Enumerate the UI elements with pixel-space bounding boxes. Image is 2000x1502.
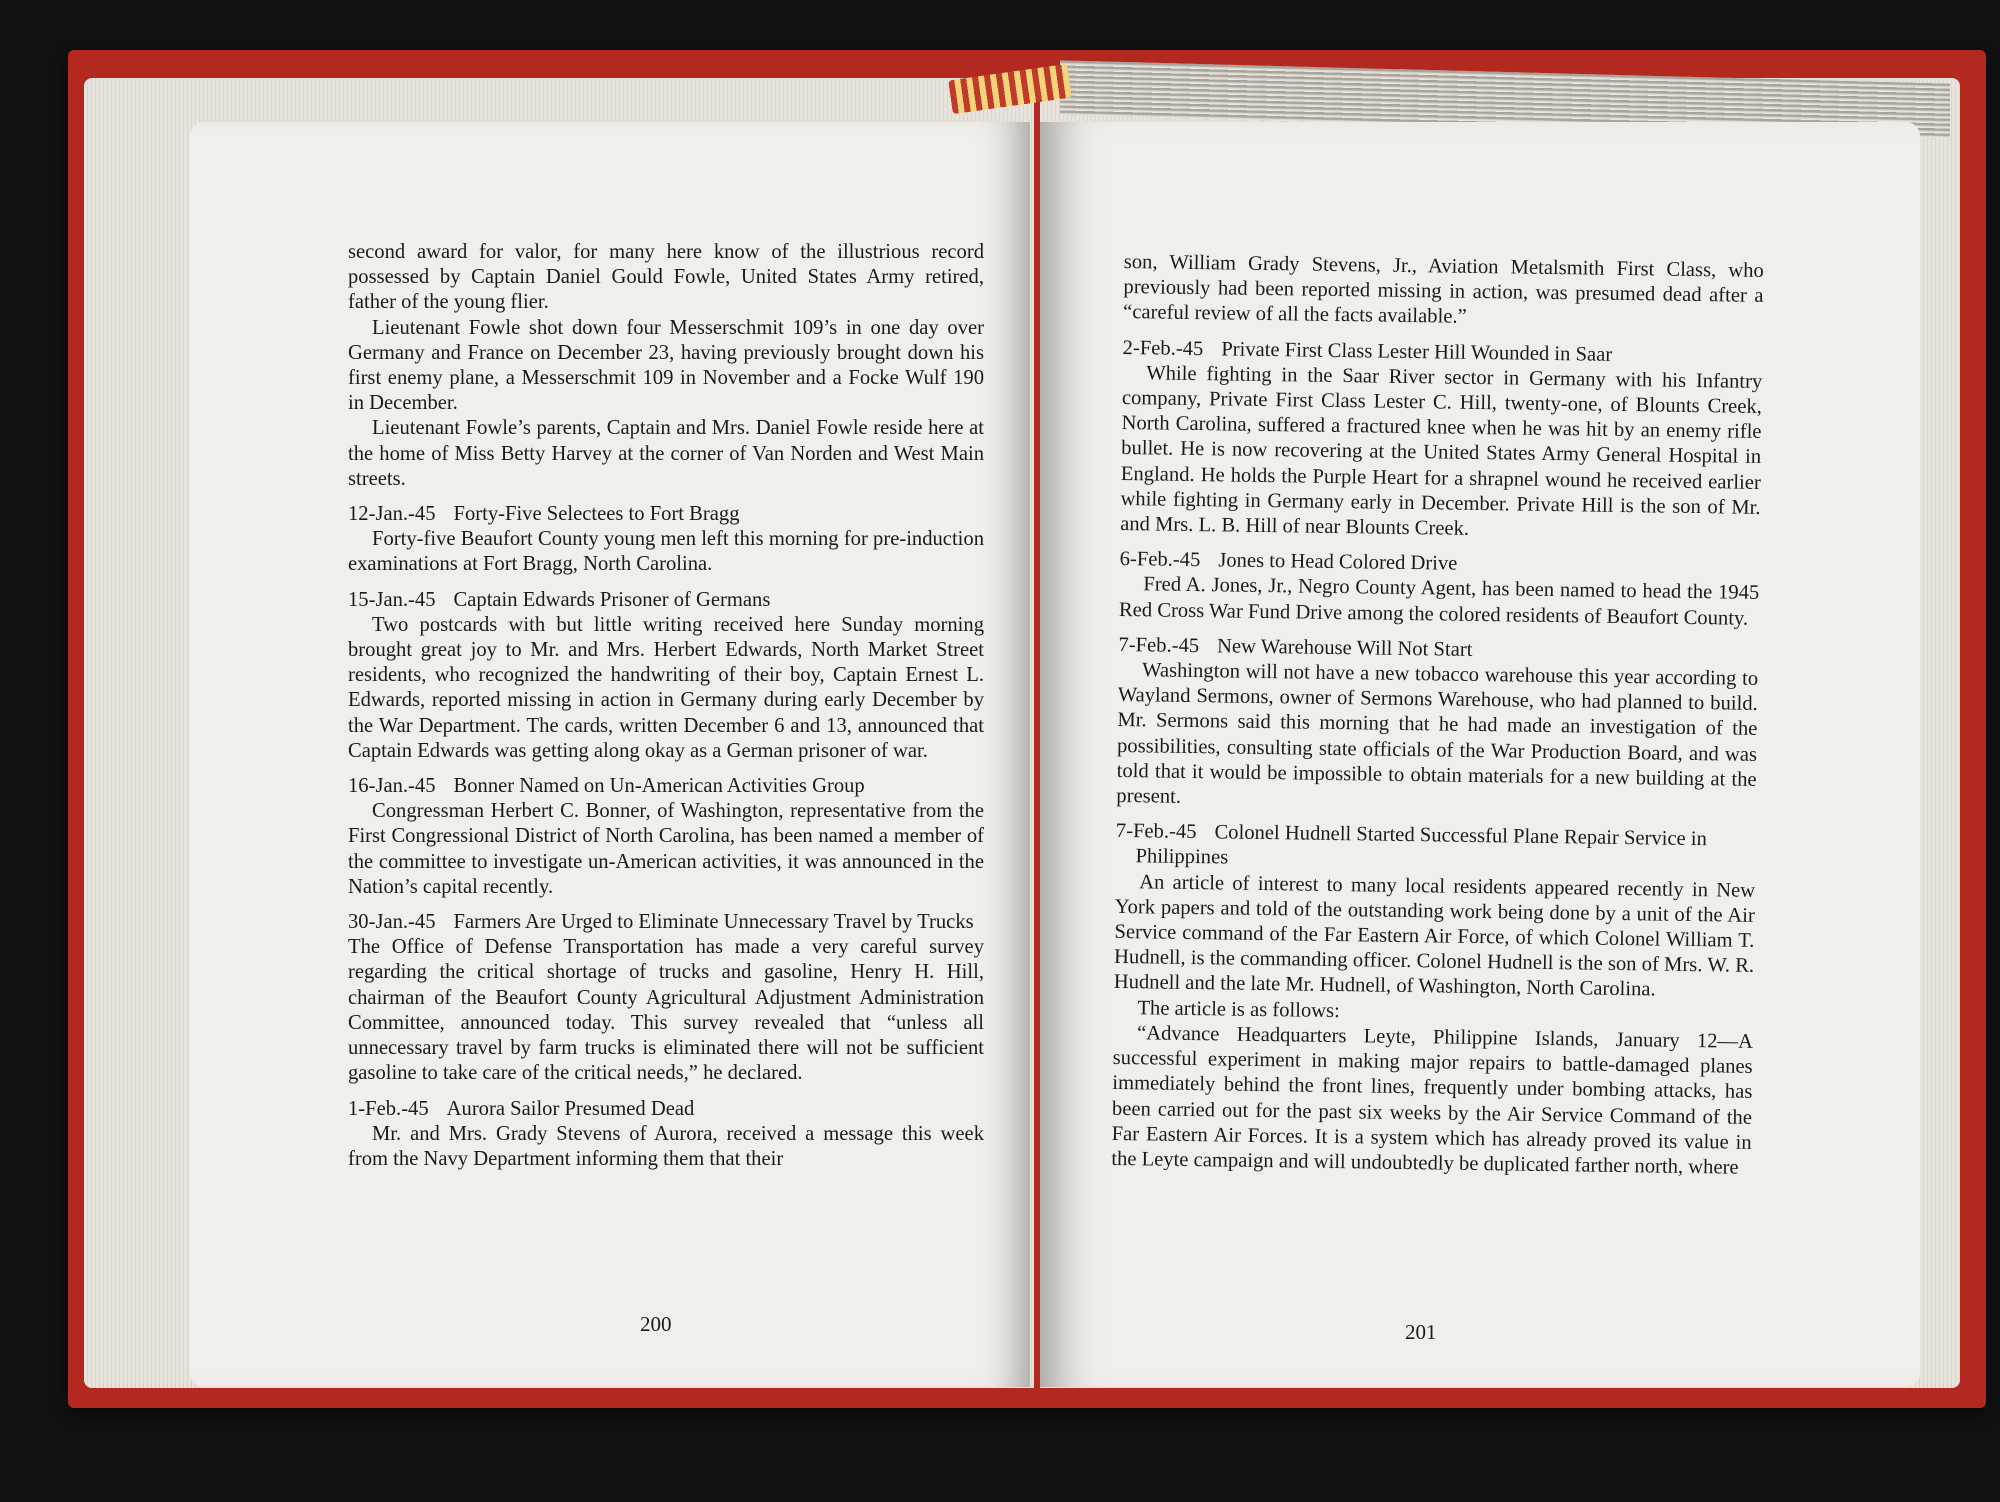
- entry-paragraph: “Advance Headquarters Leyte, Philippine Islands, January 12—A successful experiment in making major repairs to battle-damaged planes immediately behind the front lines, frequently under bombing attacks, has been carried out for the past six weeks by the Air Service Command of the Far Eastern Air Forces. It is a system which has already proved its value in the Leyte campaign and will undoubtedly be duplicated farther north, where: [1111, 1022, 1754, 1179]
- entry-title: Forty-Five Selectees to Fort Bragg: [453, 503, 740, 526]
- entry-title: Farmers Are Urged to Eliminate Unnecessary Travel by Trucks: [453, 911, 974, 934]
- right-page-text: [1111, 250, 1764, 1181]
- entry-paragraph: Congressman Herbert C. Bonner, of Washington, representative from the First Congressional District of North Carolina, has been named a member of the committee to investigate un-American activities, it was announced in the Nation’s capital recently.: [348, 800, 984, 898]
- entry-paragraph: Fred A. Jones, Jr., Negro County Agent, has been named to head the 1945 Red Cross War Fund Drive among the colored residents of Beaufort County.: [1118, 573, 1760, 630]
- entry-paragraph: Washington will not have a new tobacco warehouse this year according to Wayland Sermons, owner of Sermons Warehouse, who had planned to build. Mr. Sermons said this morning that he had made an investigation of the possibilities, consulting state officials of the War Production Board, and was told that it would be impossible to obtain materials for a new building at the present.: [1116, 659, 1759, 808]
- page-number: 200: [640, 1312, 672, 1336]
- entry-title: Captain Edwards Prisoner of Germans: [453, 588, 771, 611]
- left-page-text: [348, 240, 984, 1172]
- entry-date: 15-Jan.-45: [348, 588, 436, 611]
- entry-paragraph: While fighting in the Saar River sector in Germany with his Infantry company, Private First Class Lester C. Hill, twenty-one, of Blounts Creek, North Carolina, suffered a fractured knee when he was hit by an enemy rifle bullet. He is now recovering at the United States Army General Hospital in England. He holds the Purple Heart for a shrapnel wound he received earlier while fighting in Germany early in December. Private Hill is the son of Mr. and Mrs. L. B. Hill of near Blounts Creek.: [1120, 362, 1763, 540]
- intro-paragraph: Lieutenant Fowle’s parents, Captain and Mrs. Daniel Fowle reside here at the home of Miss Betty Harvey at the corner of Van Norden and West Main streets.: [348, 417, 984, 490]
- entry-date: 1-Feb.-45: [348, 1097, 429, 1120]
- entry-title: Aurora Sailor Presumed Dead: [446, 1097, 695, 1120]
- right-page: [1040, 122, 1920, 1387]
- left-page: [190, 122, 1030, 1387]
- entry-title: Colonel Hudnell Started Successful Plane Repair Service in Philippines: [1135, 821, 1708, 869]
- entry-heading: [1115, 819, 1756, 878]
- entry-date: 2-Feb.-45: [1122, 336, 1204, 360]
- entry-paragraph: The article is as follows:: [1137, 996, 1341, 1022]
- page-number: 201: [1405, 1320, 1437, 1344]
- entry-title: Jones to Head Colored Drive: [1218, 549, 1458, 575]
- entry-paragraph: Forty-five Beaufort County young men left this morning for pre-induction examinations at Fort Bragg, North Carolina.: [348, 528, 984, 576]
- entry-date: 16-Jan.-45: [348, 775, 436, 798]
- entry-title: Private First Class Lester Hill Wounded in Saar: [1221, 337, 1613, 366]
- entry-title: New Warehouse Will Not Start: [1216, 635, 1473, 661]
- entry-date: 6-Feb.-45: [1119, 548, 1201, 572]
- entry-heading: [348, 588, 984, 613]
- entry-heading: [348, 910, 984, 935]
- intro-paragraph: son, William Grady Stevens, Jr., Aviation Metalsmith First Class, who previously had been reported missing in action, was presumed dead after a “careful review of all the facts available.”: [1122, 250, 1764, 329]
- entry-paragraph: Mr. and Mrs. Grady Stevens of Aurora, received a message this week from the Navy Department informing them that their: [348, 1122, 984, 1170]
- entry-date: 12-Jan.-45: [348, 503, 436, 526]
- intro-paragraph: second award for valor, for many here know of the illustrious record possessed by Captain Daniel Gould Fowle, United States Army retired, father of the young flier.: [348, 241, 984, 314]
- entry-title: Bonner Named on Un-American Activities Group: [453, 775, 865, 798]
- intro-paragraph: Lieutenant Fowle shot down four Messerschmit 109’s in one day over Germany and France on December 23, having previously brought down his first enemy plane, a Messerschmit 109 in November and a Focke Wulf 190 in December.: [348, 316, 984, 415]
- entry-date: 7-Feb.-45: [1118, 633, 1200, 657]
- entry-heading: [348, 502, 984, 527]
- entry-heading: [348, 1097, 984, 1122]
- entry-paragraph: An article of interest to many local residents appeared recently in New York papers and told of the outstanding work being done by a unit of the Air Service command of the Far Eastern Air Force, of which Colonel William T. Hudnell, is the commanding officer. Colonel Hudnell is the son of Mrs. W. R. Hudnell and the late Mr. Hudnell, of Washington, North Carolina.: [1113, 870, 1756, 1001]
- entry-heading: [348, 774, 984, 799]
- entry-paragraph: Two postcards with but little writing received here Sunday morning brought great joy to Mr. and Mrs. Herbert Edwards, North Market Street residents, who recognized the handwriting of their boy, Captain Ernest L. Edwards, reported missing in action in Germany during early December by the War Department. The cards, written December 6 and 13, announced that Captain Edwards was getting along okay as a German prisoner of war.: [348, 613, 984, 762]
- entry-date: 30-Jan.-45: [348, 911, 436, 934]
- entry-paragraph: The Office of Defense Transportation has made a very careful survey regarding the critical shortage of trucks and gasoline, Henry H. Hill, chairman of the Beaufort County Agricultural Adjustment Administration Committee, announced today. This survey revealed that “unless all unnecessary travel by farm trucks is eliminated there will not be sufficient gasoline to take care of the critical needs,” he declared.: [348, 936, 984, 1085]
- entry-date: 7-Feb.-45: [1115, 820, 1197, 844]
